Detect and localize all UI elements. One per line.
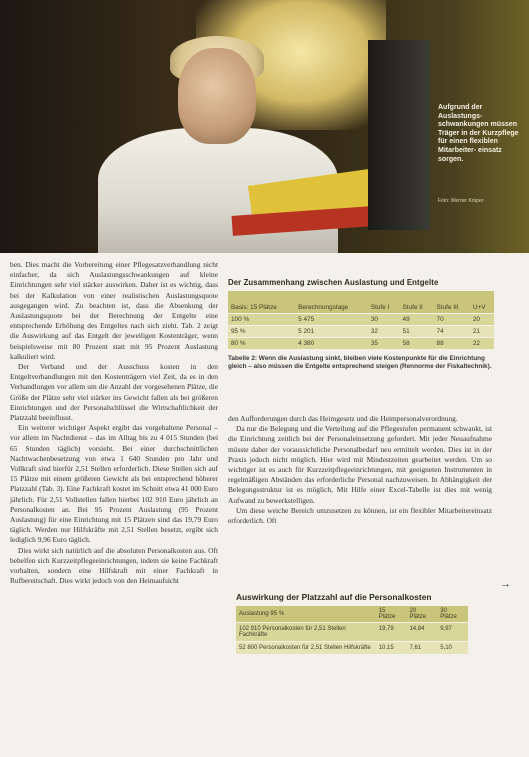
- data-table: [228, 291, 494, 349]
- table-cell: 5 201: [295, 326, 368, 338]
- table-auslastung-entgelte: [228, 278, 494, 372]
- table-cell: 95 %: [228, 326, 295, 338]
- table-header-row: [236, 606, 468, 623]
- photo-caption: Aufgrund der Auslastungs- schwankungen müssen Träger in der Kurzpflege für einen flexiblen Mitarbeiter- einsatz sorgen.: [438, 104, 519, 163]
- table-cell: 102 910 Personalkosten für 2,51 Stellen Fachkräfte: [236, 623, 376, 642]
- table-cell: 51: [400, 326, 434, 338]
- table-cell: 100 %: [228, 314, 295, 326]
- photo-person-head: [178, 48, 256, 144]
- paragraph: Ein weiterer wichtiger Aspekt ergibt das vorgehaltene Personal – vor allem im Nachtdienst – das im Alltag bis zu 4 015 Stunden (bei 65 Stunden täglich) vorsieht. Bei einer durchschnittlichen Nachtwachenbesetzung von etwa 1 640 Stunden pro Jahr und Vollkraft sind hierfür 2,51 Stellen erforderlich. Diese Stellen sich auf 15 Plätze mit einem größeren Gewicht als bei entsprechend höherer Platzzahl (Tab. 3). Eine Fachkraft kostet im Schnitt etwa 41 000 Euro jährlich. Für 2,51 Vollstellen fallen hierbei 102 910 Euro jährlich an Personalkosten an. Bei 95 Prozent Auslastung (95 Prozent Auslastung) für eine Einrichtung mit 15 Plätzen sind das 19,79 Euro täglich. Werden nur Hilfskräfte mit 2,51 Stellen besetzt, ergibt sich lediglich 9,96 Euro täglich.: [10, 423, 218, 545]
- table-header-cell: Stufe I: [368, 291, 400, 314]
- table-row: [228, 314, 494, 326]
- table-cell: 20: [470, 314, 494, 326]
- arrow-right-icon: →: [500, 578, 511, 590]
- right-text-column: [228, 414, 492, 526]
- data-table: [236, 606, 468, 654]
- table-header-cell: Basis: 15 Plätze: [228, 291, 295, 314]
- table-title: Auswirkung der Platzzahl auf die Personalkosten: [236, 592, 432, 602]
- table-header-cell: 30 Plätze: [437, 606, 468, 623]
- table-cell: 80 %: [228, 338, 295, 350]
- table-platzzahl-personalkosten: [236, 592, 468, 654]
- table-cell: 9,97: [437, 623, 468, 642]
- table-cell: 10,15: [376, 642, 407, 655]
- table-header-cell: 15 Plätze: [376, 606, 407, 623]
- paragraph: Da nur die Belegung und die Verteilung auf die Pflegestufen permanent schwankt, ist die Einrichtung zeitlich bei der Personaleinsetzung gefordert. Mit jeder Neuaufnahme müsste daher der voraussichtliche Personalbedarf neu ermittelt werden. Dies ist in der Praxis jedoch nicht möglich. Hier wird mit Mindestzeiten gearbeitet werden. Um so wichtiger ist es auch für Kurzzeitpflegeeinrichtungen, mit geeigneten Instrumenten in regelmäßigen Abständen das erforderliche Personal nachzuweisen. In Abhängigkeit der Belegungsstruktur ist es möglich, Mit Hilfe einer Excel-Tabelle ist dies mit wenig Aufwand zu bewerkstelligen.: [228, 424, 492, 505]
- table-row: [228, 338, 494, 350]
- table-row: [236, 623, 468, 642]
- table-header-cell: 20 Plätze: [406, 606, 437, 623]
- table-cell: 70: [434, 314, 470, 326]
- table-cell: 21: [470, 326, 494, 338]
- table-cell: 32: [368, 326, 400, 338]
- table-cell: 14,84: [406, 623, 437, 642]
- left-text-column: [10, 260, 218, 587]
- table-cell: 7,61: [406, 642, 437, 655]
- photo-monitor: [368, 40, 430, 230]
- table-cell: 74: [434, 326, 470, 338]
- table-header-row: [228, 291, 494, 314]
- table-header-cell: Stufe III: [434, 291, 470, 314]
- table-cell: 49: [400, 314, 434, 326]
- table-header-cell: U+V: [470, 291, 494, 314]
- paragraph: Der Verband und der Ausschuss kosten in den Entgeltverhandlungen mit den Kostenträgern viel Zeit, da es in den Verhandlungen vor allem um die Anzahl der vorgesehenen Plätze, die Größe der Plätze sehr viel stärker ins Gewicht fallen als bei größeren Einrichtungen und der Personalschlüssel die Wirtschaftlichkeit der Platzzahl beeinflusst.: [10, 362, 218, 423]
- table-cell: 5 475: [295, 314, 368, 326]
- photo-credit: Foto: Werner Krüper: [438, 198, 484, 204]
- table-cell: 22: [470, 338, 494, 350]
- header-photo: [0, 0, 529, 253]
- table-cell: 30: [368, 314, 400, 326]
- table-cell: 58: [400, 338, 434, 350]
- table-title: Der Zusammenhang zwischen Auslastung und Entgelte: [228, 278, 439, 287]
- paragraph: den Aufforderungen durch das Heimgesetz und die Heimpersonalverordnung.: [228, 414, 458, 423]
- paragraph: Um diese weiche Bereich umzusetzen zu können, ist ein flexibler Mitarbeitereinsatz erforderlich. Oft: [228, 505, 492, 526]
- table-header-cell: Berechnungstage: [295, 291, 368, 314]
- table-header-cell: Stufe II: [400, 291, 434, 314]
- table-cell: 52 800 Personalkosten für 2,51 Stellen Hilfskräfte: [236, 642, 376, 655]
- paragraph: ben. Dies macht die Vorbereitung einer Pflegesatzverhandlung nicht einfacher, da sich Auslastungsschwankungen auf kleine Einrichtungen sehr viel stärker auswirken. Daher ist es wichtig, dass bei der Kalkulation von einer realistischen Auslastungsquote ausgegangen wird. Zu beachten ist, dass die Absenkung der Auslastungsquote bei der Berechnung der Entgelte eine entsprechende Erhöhung des Entgeltes nach sich zieht. Tab. 2 zeigt die Auswirkung auf das Entgelt der jeweiligen Kostenträger, wenn beispielsweise mit 80 Prozent statt mit 95 Prozent Auslastung kalkuliert wird.: [10, 260, 218, 361]
- table-header-cell: Auslastung 95 %: [236, 606, 376, 623]
- table-cell: 5,10: [437, 642, 468, 655]
- table-row: [236, 642, 468, 655]
- table-cell: 19,79: [376, 623, 407, 642]
- table-row: [228, 326, 494, 338]
- table-cell: 35: [368, 338, 400, 350]
- table-cell: 4 380: [295, 338, 368, 350]
- paragraph: Dies wirkt sich natürlich auf die absoluten Personalkosten aus. Oft behelfen sich Kurzzeitpflegeeinrichtungen, indem sie keine Fachkraft vorhalten, sondern eine Hilfskraft mit einer Fachkraft in Rufbereitschaft. Dies wirkt jedoch von den Heimaufsicht: [10, 545, 218, 586]
- table-caption: Tabelle 2: Wenn die Auslastung sinkt, bleiben viele Kostenpunkte für die Einrichtung gleich – also müssen die Entgelte entsprechend steigen (Rennorme der Fiskaltechnik).: [228, 355, 492, 371]
- table-cell: 88: [434, 338, 470, 350]
